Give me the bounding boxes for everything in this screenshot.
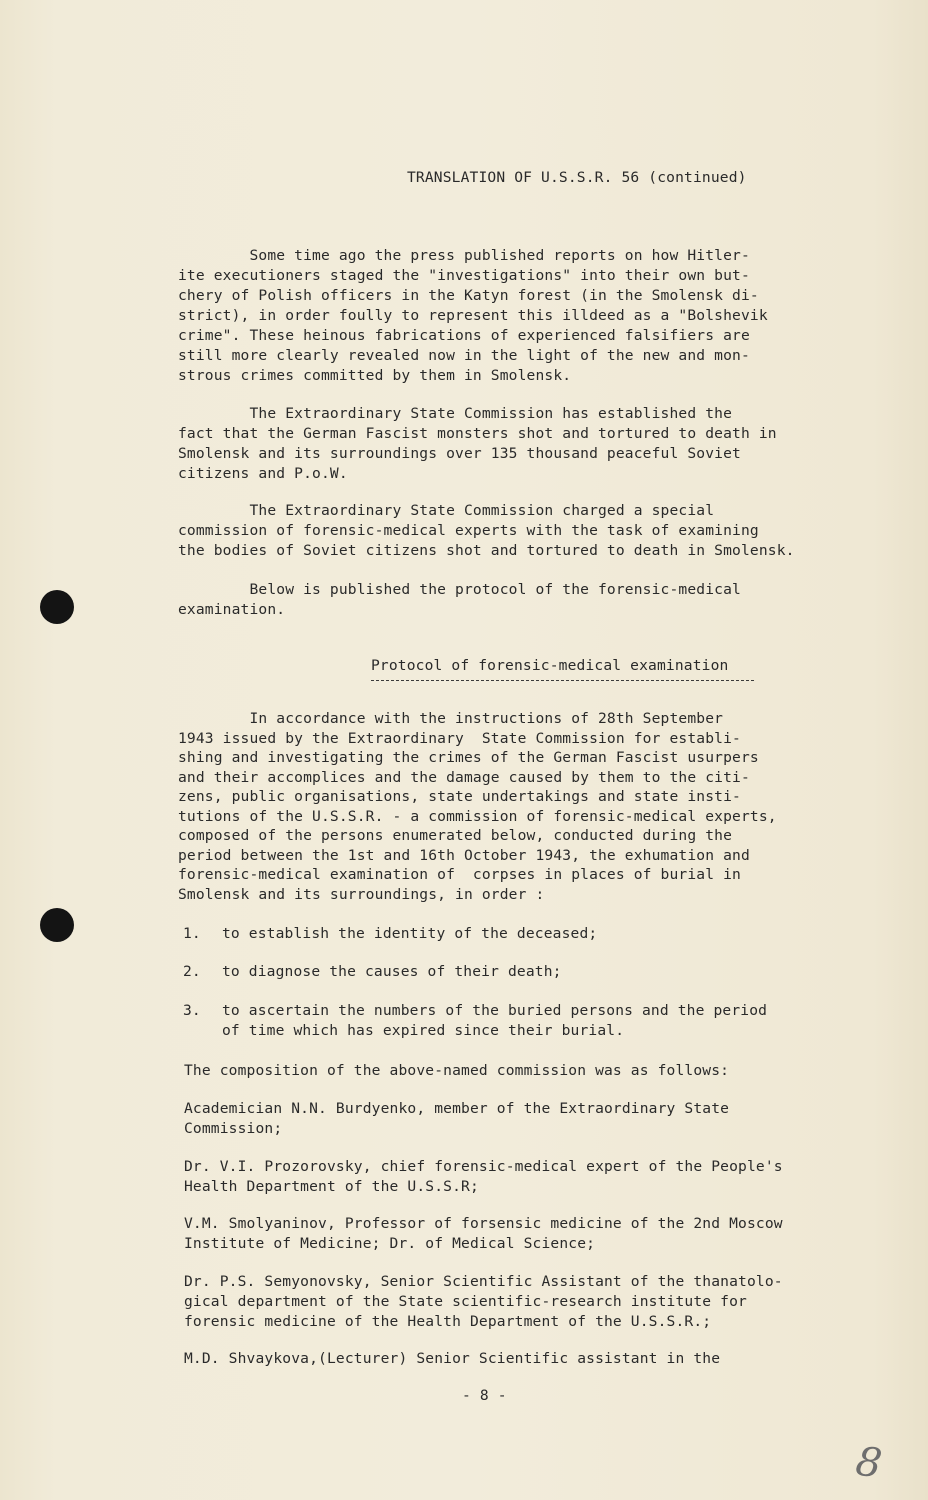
composition-intro: The composition of the above-named commission was as follows: xyxy=(184,1062,730,1079)
paragraph-line: The Extraordinary State Commission has established the xyxy=(178,405,733,422)
paragraph-line: The Extraordinary State Commission charged a special xyxy=(178,502,715,519)
paragraph-line: still more clearly revealed now in the light of the new and mon- xyxy=(178,347,750,364)
subtitle-underline xyxy=(371,680,754,681)
paragraph-line: strict), in order foully to represent this illdeed as a "Bolshevik xyxy=(178,307,768,324)
protocol-subtitle: Protocol of forensic-medical examination xyxy=(371,657,729,674)
paragraph-line: Smolensk and its surroundings over 135 thousand peaceful Soviet xyxy=(178,445,741,462)
member-line: M.D. Shvaykova,(Lecturer) Senior Scientific assistant in the xyxy=(184,1350,721,1367)
paragraph-line: forensic-medical examination of corpses in places of burial in xyxy=(178,866,741,883)
punch-hole xyxy=(40,908,74,942)
paragraph-line: strous crimes committed by them in Smolensk. xyxy=(178,367,572,384)
member-line: V.M. Smolyaninov, Professor of forsensic medicine of the 2nd Moscow xyxy=(184,1215,783,1232)
member-line: Institute of Medicine; Dr. of Medical Science; xyxy=(184,1235,596,1252)
page-number: - 8 - xyxy=(462,1387,507,1404)
paragraph-line: the bodies of Soviet citizens shot and tortured to death in Smolensk. xyxy=(178,542,795,559)
paragraph-line: examination. xyxy=(178,601,286,618)
member-line: Health Department of the U.S.S.R; xyxy=(184,1178,479,1195)
paragraph-line: chery of Polish officers in the Katyn forest (in the Smolensk di- xyxy=(178,287,759,304)
list-number: 1. xyxy=(183,925,201,942)
member-line: Commission; xyxy=(184,1120,283,1137)
paragraph-line: zens, public organisations, state undertakings and state insti- xyxy=(178,788,741,805)
paragraph-line: Some time ago the press published reports on how Hitler- xyxy=(178,247,750,264)
member-line: Academician N.N. Burdyenko, member of the Extraordinary State xyxy=(184,1100,730,1117)
paragraph-line: period between the 1st and 16th October 1943, the exhumation and xyxy=(178,847,750,864)
paragraph-line: and their accomplices and the damage caused by them to the citi- xyxy=(178,769,750,786)
paragraph-line: In accordance with the instructions of 28th September xyxy=(178,710,724,727)
list-item-text: of time which has expired since their burial. xyxy=(222,1022,625,1039)
list-number: 3. xyxy=(183,1002,201,1019)
paragraph-line: composed of the persons enumerated below, conducted during the xyxy=(178,827,733,844)
paragraph-line: citizens and P.o.W. xyxy=(178,465,348,482)
list-item-text: to establish the identity of the deceased; xyxy=(222,925,598,942)
paragraph-line: fact that the German Fascist monsters shot and tortured to death in xyxy=(178,425,777,442)
handwritten-page-mark: 8 xyxy=(852,1438,885,1488)
paragraph-line: tutions of the U.S.S.R. - a commission of forensic-medical experts, xyxy=(178,808,777,825)
paragraph-line: crime". These heinous fabrications of experienced falsifiers are xyxy=(178,327,750,344)
document-header: TRANSLATION OF U.S.S.R. 56 (continued) xyxy=(407,169,747,186)
list-item-text: to diagnose the causes of their death; xyxy=(222,963,562,980)
member-line: Dr. P.S. Semyonovsky, Senior Scientific Assistant of the thanatolo- xyxy=(184,1273,783,1290)
punch-hole xyxy=(40,590,74,624)
paragraph-line: Smolensk and its surroundings, in order : xyxy=(178,886,545,903)
paragraph-line: ite executioners staged the "investigations" into their own but- xyxy=(178,267,750,284)
list-item-text: to ascertain the numbers of the buried persons and the period xyxy=(222,1002,768,1019)
member-line: gical department of the State scientific-research institute for xyxy=(184,1293,747,1310)
paragraph-line: Below is published the protocol of the forensic-medical xyxy=(178,581,741,598)
member-line: forensic medicine of the Health Department of the U.S.S.R.; xyxy=(184,1313,712,1330)
member-line: Dr. V.I. Prozorovsky, chief forensic-medical expert of the People's xyxy=(184,1158,783,1175)
list-number: 2. xyxy=(183,963,201,980)
paragraph-line: shing and investigating the crimes of the German Fascist usurpers xyxy=(178,749,759,766)
paragraph-line: commission of forensic-medical experts with the task of examining xyxy=(178,522,759,539)
paragraph-line: 1943 issued by the Extraordinary State Commission for establi- xyxy=(178,730,741,747)
